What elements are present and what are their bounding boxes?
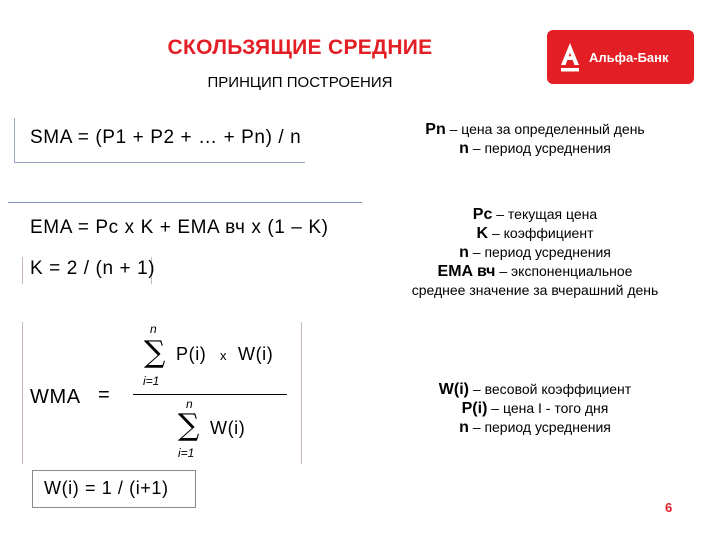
numerator-weight: W(i) — [238, 344, 274, 364]
multiply-sign: x — [220, 348, 227, 363]
ema-desc-line-5: среднее значение за вчерашний день — [411, 282, 659, 298]
wma-description — [370, 380, 700, 437]
fraction-bar — [133, 394, 287, 395]
alfa-a-icon — [557, 41, 583, 73]
denominator-weight: W(i) — [210, 418, 246, 438]
page-subtitle: ПРИНЦИП ПОСТРОЕНИЯ — [207, 74, 393, 91]
ema-desc-line-2: K – коэффициент — [476, 225, 594, 242]
sigma-bottom-icon: ∑ — [178, 408, 200, 443]
ema-desc-line-4: EMA вч – экспоненциальное — [437, 263, 633, 280]
sma-formula: SMA = (P1 + P2 + … + Pn) / n — [30, 127, 302, 148]
sigma-top-icon: ∑ — [144, 335, 166, 370]
weight-formula: W(i) = 1 / (i+1) — [44, 478, 169, 498]
sma-desc-line-1: Pn – цена за определенный день — [425, 121, 645, 138]
sma-desc-line-2: n – период усреднения — [459, 140, 611, 157]
sum-bottom-lower-limit: i=1 — [178, 446, 195, 460]
wma-desc-line-2: P(i) – цена I - того дня — [461, 400, 609, 417]
ema-divider — [8, 202, 362, 203]
ema-formula: EMA = Pc x K + EMA вч x (1 – K) — [30, 217, 329, 238]
k-formula: K = 2 / (n + 1) — [30, 258, 156, 279]
wma-desc-line-1: W(i) – весовой коэффициент — [438, 381, 632, 398]
sum-top-upper-limit: n — [150, 322, 157, 336]
ema-desc-line-3: n – период усреднения — [459, 244, 611, 261]
numerator-price: P(i) — [176, 344, 207, 364]
page-title: СКОЛЬЗЯЩИЕ СРЕДНИЕ — [167, 36, 433, 59]
ema-description — [370, 205, 700, 299]
sum-top-lower-limit: i=1 — [143, 374, 160, 388]
wma-equals: = — [98, 384, 111, 406]
wma-desc-line-3: n – период усреднения — [459, 419, 611, 436]
sma-description — [370, 120, 700, 158]
logo-text: Альфа-Банк — [589, 49, 669, 65]
page-number: 6 — [665, 500, 673, 515]
wma-label: WMA — [30, 386, 81, 408]
alfa-bank-logo — [547, 30, 694, 84]
ema-desc-line-1: Pc – текущая цена — [472, 206, 598, 223]
sum-bottom-upper-limit: n — [186, 397, 193, 411]
